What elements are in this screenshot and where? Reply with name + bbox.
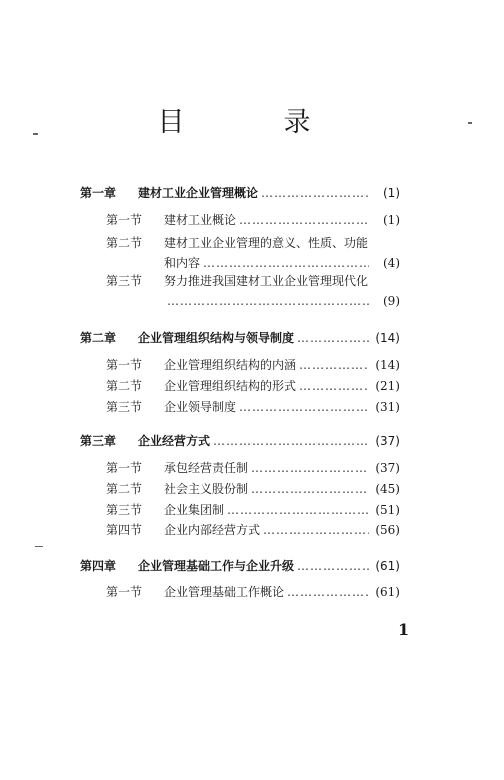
toc-section [106, 356, 400, 373]
page-ref: (1) [383, 186, 400, 200]
toc-chapter-2 [80, 329, 400, 346]
chapter-number: 第二章 [80, 331, 117, 345]
section-title: 企业管理组织结构的形式 [164, 379, 297, 393]
toc-section [106, 459, 400, 476]
toc-section [106, 501, 400, 518]
page-number: 1 [398, 620, 410, 639]
leader-dots [203, 256, 369, 270]
chapter-number: 第一章 [80, 186, 117, 200]
leader-dots [297, 559, 369, 573]
toc-chapter-3 [80, 432, 400, 449]
toc-section [106, 398, 400, 415]
leader-dots [227, 503, 369, 517]
leader-dots [213, 434, 369, 448]
page-title: 目 录 [157, 107, 347, 138]
scan-speck [35, 546, 43, 547]
section-number: 第一节 [106, 461, 143, 475]
page-ref: (37) [375, 461, 400, 475]
section-number: 第二节 [106, 482, 143, 496]
chapter-title: 企业管理组织结构与领导制度 [138, 331, 295, 345]
toc-section [106, 583, 400, 600]
leader-dots [299, 358, 369, 372]
section-number: 第一节 [106, 585, 143, 599]
leader-dots [297, 331, 369, 345]
page-ref: (61) [375, 585, 400, 599]
page-ref: (61) [375, 559, 400, 573]
section-number: 第四节 [106, 523, 143, 537]
page-ref: (45) [375, 482, 400, 496]
section-title: 建材工业企业管理的意义、性质、功能 [164, 236, 369, 250]
section-title: 企业管理组织结构的内涵 [164, 358, 297, 372]
toc-chapter-4 [80, 557, 400, 574]
page-ref: (56) [375, 523, 400, 537]
section-title: 企业管理基础工作概论 [164, 585, 285, 599]
section-title: 努力推进我国建材工业企业管理现代化 [164, 274, 369, 288]
page-ref: (37) [375, 434, 400, 448]
leader-dots [239, 213, 369, 227]
leader-dots [167, 294, 369, 308]
section-number: 第三节 [106, 400, 143, 414]
scan-speck [468, 122, 472, 124]
toc-section [106, 521, 400, 538]
toc-section [106, 272, 400, 289]
page-ref: (21) [375, 379, 400, 393]
section-number: 第一节 [106, 213, 143, 227]
chapter-title: 企业管理基础工作与企业升级 [138, 559, 295, 573]
section-title: 承包经营责任制 [164, 461, 249, 475]
page-ref: (1) [383, 213, 400, 227]
section-number: 第一节 [106, 358, 143, 372]
chapter-title: 建材工业企业管理概论 [138, 186, 259, 200]
section-title: 企业集团制 [164, 503, 225, 517]
section-number: 第三节 [106, 274, 143, 288]
section-title: 社会主义股份制 [164, 482, 249, 496]
section-number: 第二节 [106, 379, 143, 393]
leader-dots [261, 186, 369, 200]
section-number: 第二节 [106, 236, 143, 250]
page-ref: (51) [375, 503, 400, 517]
toc-section [106, 234, 400, 251]
chapter-title: 企业经营方式 [138, 434, 211, 448]
section-number: 第三节 [106, 503, 143, 517]
section-title: 企业内部经营方式 [164, 523, 261, 537]
page-ref: (9) [383, 294, 400, 308]
scan-speck [33, 133, 38, 135]
leader-dots [263, 523, 369, 537]
chapter-number: 第三章 [80, 434, 117, 448]
toc-section [106, 211, 400, 228]
toc-section-continued [164, 294, 400, 308]
page-ref: (31) [375, 400, 400, 414]
leader-dots [251, 461, 369, 475]
page-ref: (4) [383, 256, 400, 270]
section-title: 建材工业概论 [164, 213, 237, 227]
toc-section-continued [164, 254, 400, 271]
leader-dots [299, 379, 369, 393]
leader-dots [251, 482, 369, 496]
toc-section [106, 377, 400, 394]
toc-section [106, 480, 400, 497]
section-title-cont: 和内容 [164, 256, 201, 270]
leader-dots [287, 585, 369, 599]
toc-chapter-1 [80, 184, 400, 201]
chapter-number: 第四章 [80, 559, 117, 573]
page-ref: (14) [375, 358, 400, 372]
section-title: 企业领导制度 [164, 400, 237, 414]
leader-dots [239, 400, 369, 414]
page-ref: (14) [375, 331, 400, 345]
